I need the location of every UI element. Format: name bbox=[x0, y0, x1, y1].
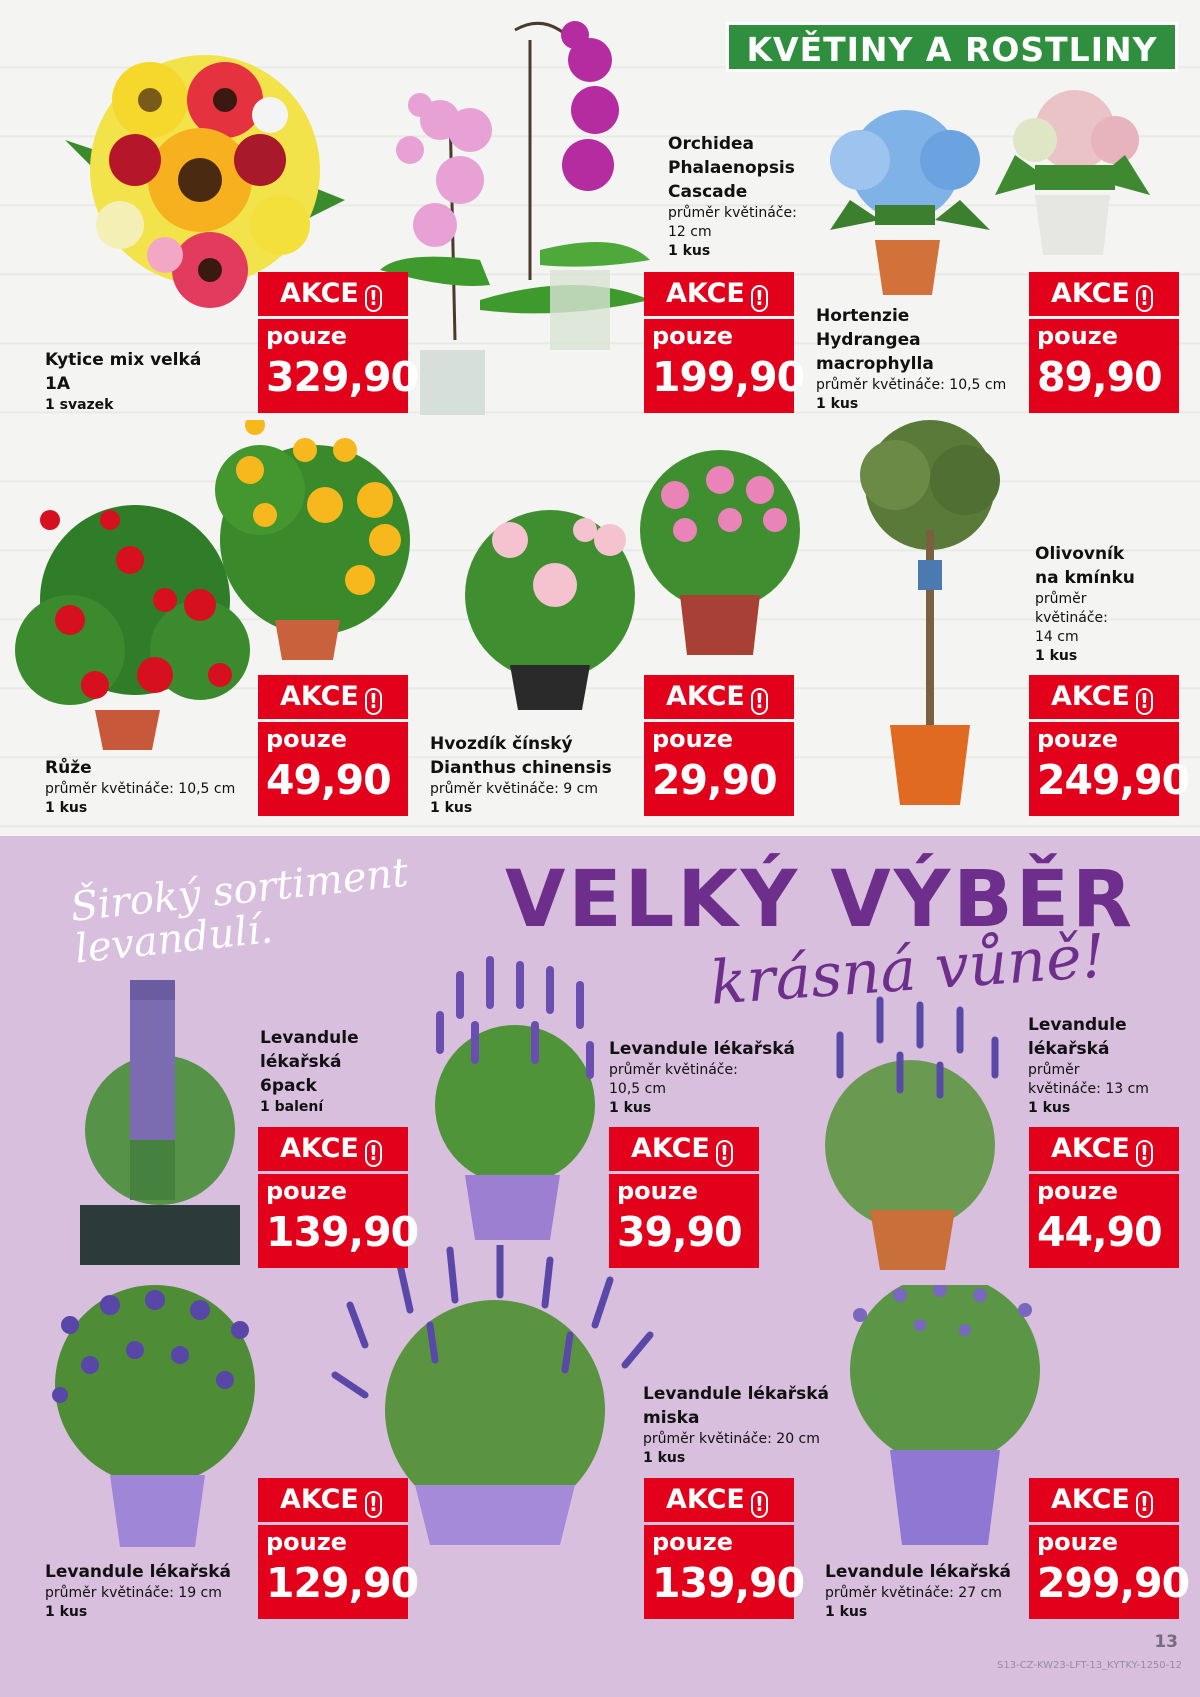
exclamation-badge-icon: ! bbox=[1136, 1140, 1153, 1167]
orchid-image bbox=[380, 10, 660, 420]
product-name: Phalaenopsis bbox=[668, 158, 795, 178]
product-name: Levandule lékařská bbox=[609, 1039, 795, 1059]
hydrangea-blue-image bbox=[820, 110, 995, 295]
product-name: Hortenzie bbox=[816, 306, 910, 326]
lavender-105-image bbox=[420, 955, 610, 1245]
pouze-label: pouze bbox=[617, 1177, 698, 1205]
price-value: 329,90 bbox=[266, 353, 419, 401]
product-name: Hydrangea bbox=[816, 330, 921, 350]
akce-label: AKCE ! bbox=[1029, 1478, 1179, 1522]
product-detail: 12 cm bbox=[668, 224, 712, 240]
product-detail: 10,5 cm bbox=[609, 1081, 666, 1097]
product-detail: 14 cm bbox=[1035, 629, 1079, 645]
price-value: 29,90 bbox=[652, 756, 777, 804]
pouze-label: pouze bbox=[652, 725, 733, 753]
product-info-lev27 bbox=[825, 1560, 1011, 1622]
akce-label: AKCE ! bbox=[644, 1478, 794, 1522]
product-name: 1A bbox=[45, 374, 70, 394]
product-info-olivovnik bbox=[1035, 542, 1135, 666]
dianthus-white-image bbox=[460, 500, 640, 710]
section-title-banner: KVĚTINY A ROSTLINY bbox=[726, 22, 1178, 72]
product-quantity: 1 kus bbox=[1035, 648, 1078, 664]
product-name: lékařská bbox=[1028, 1039, 1110, 1059]
price-tag-hvozdik bbox=[644, 675, 794, 816]
price-tag-lev6pack bbox=[258, 1127, 419, 1268]
product-detail: květináče: bbox=[1035, 610, 1108, 626]
product-detail: květináče: 13 cm bbox=[1028, 1081, 1149, 1097]
pouze-label: pouze bbox=[266, 725, 347, 753]
price-tag-hortenzie bbox=[1029, 272, 1179, 413]
pouze-label: pouze bbox=[266, 1177, 347, 1205]
product-detail: průměr květináče: 10,5 cm bbox=[816, 377, 1007, 393]
lavender-27-image bbox=[840, 1285, 1050, 1550]
price-value: 89,90 bbox=[1037, 353, 1162, 401]
pouze-label: pouze bbox=[266, 1528, 347, 1556]
akce-label: AKCE ! bbox=[609, 1127, 759, 1171]
price-tag-levmiska bbox=[644, 1478, 805, 1619]
product-detail: průměr květináče: bbox=[668, 205, 797, 221]
product-name: Růže bbox=[45, 758, 92, 778]
product-name: Levandule lékařská bbox=[643, 1384, 829, 1404]
dianthus-pink-image bbox=[630, 450, 810, 660]
product-detail: průměr květináče: bbox=[609, 1062, 738, 1078]
roses-yellow-image bbox=[200, 420, 430, 660]
exclamation-badge-icon: ! bbox=[1136, 285, 1153, 312]
price-value: 299,90 bbox=[1037, 1559, 1190, 1607]
product-name: na kmínku bbox=[1035, 568, 1135, 588]
product-detail: průměr květináče: 20 cm bbox=[643, 1431, 820, 1447]
product-info-lev19 bbox=[45, 1560, 231, 1622]
product-quantity: 1 kus bbox=[45, 1604, 88, 1620]
lavender-13-image bbox=[810, 995, 1010, 1275]
akce-label: AKCE ! bbox=[1029, 272, 1179, 316]
price-tag-kytice bbox=[258, 272, 419, 413]
product-quantity: 1 kus bbox=[816, 396, 859, 412]
exclamation-badge-icon: ! bbox=[716, 1140, 733, 1167]
product-info-levmiska bbox=[643, 1382, 829, 1468]
akce-label: AKCE ! bbox=[1029, 1127, 1179, 1171]
price-value: 49,90 bbox=[266, 756, 391, 804]
price-value: 249,90 bbox=[1037, 756, 1190, 804]
product-name: Orchidea bbox=[668, 134, 755, 154]
lavender-subtitle: krásná vůně! bbox=[708, 921, 1108, 1019]
product-name: Kytice mix velká bbox=[45, 350, 202, 370]
exclamation-badge-icon: ! bbox=[751, 688, 768, 715]
pouze-label: pouze bbox=[1037, 1177, 1118, 1205]
pouze-label: pouze bbox=[1037, 725, 1118, 753]
pouze-label: pouze bbox=[652, 1528, 733, 1556]
akce-label: AKCE ! bbox=[258, 1478, 408, 1522]
product-name: Dianthus chinensis bbox=[430, 758, 612, 778]
akce-label: AKCE ! bbox=[258, 1127, 408, 1171]
pouze-label: pouze bbox=[1037, 1528, 1118, 1556]
product-quantity: 1 balení bbox=[260, 1099, 324, 1115]
product-info-kytice bbox=[45, 348, 201, 415]
product-detail: průměr bbox=[1035, 591, 1087, 607]
akce-label: AKCE ! bbox=[644, 272, 794, 316]
product-name: lékařská bbox=[260, 1052, 342, 1072]
price-value: 44,90 bbox=[1037, 1208, 1162, 1256]
price-value: 139,90 bbox=[266, 1208, 419, 1256]
product-detail: průměr květináče: 19 cm bbox=[45, 1585, 222, 1601]
price-tag-lev105 bbox=[609, 1127, 759, 1268]
price-tag-lev19 bbox=[258, 1478, 419, 1619]
price-tag-orchidea bbox=[644, 272, 805, 413]
price-tag-olivovnik bbox=[1029, 675, 1190, 816]
hydrangea-pink-image bbox=[995, 85, 1150, 260]
exclamation-badge-icon: ! bbox=[365, 1491, 382, 1518]
product-name: Hvozdík čínský bbox=[430, 734, 573, 754]
product-name: Levandule lékařská bbox=[825, 1562, 1011, 1582]
pouze-label: pouze bbox=[652, 322, 733, 350]
document-code: S13-CZ-KW23-LFT-13_KYTKY-1250-12 bbox=[997, 1660, 1182, 1671]
product-info-ruze bbox=[45, 756, 235, 818]
product-info-lev105 bbox=[609, 1037, 795, 1118]
exclamation-badge-icon: ! bbox=[751, 285, 768, 312]
price-tag-lev27 bbox=[1029, 1478, 1190, 1619]
product-quantity: 1 kus bbox=[1028, 1100, 1071, 1116]
exclamation-badge-icon: ! bbox=[365, 285, 382, 312]
product-name: macrophylla bbox=[816, 354, 934, 374]
exclamation-badge-icon: ! bbox=[1136, 688, 1153, 715]
price-value: 39,90 bbox=[617, 1208, 742, 1256]
product-detail: průměr květináče: 9 cm bbox=[430, 781, 598, 797]
product-name: Levandule lékařská bbox=[45, 1562, 231, 1582]
lavender-main-title: VELKÝ VÝBĚR bbox=[505, 855, 1136, 945]
price-tag-ruze bbox=[258, 675, 408, 816]
product-detail: průměr květináče: 10,5 cm bbox=[45, 781, 236, 797]
exclamation-badge-icon: ! bbox=[751, 1491, 768, 1518]
product-detail: průměr květináče: 27 cm bbox=[825, 1585, 1002, 1601]
price-tag-lev13 bbox=[1029, 1127, 1179, 1268]
product-info-orchidea bbox=[668, 132, 797, 261]
page-number: 13 bbox=[1154, 1632, 1178, 1652]
product-quantity: 1 svazek bbox=[45, 397, 114, 413]
pouze-label: pouze bbox=[1037, 322, 1118, 350]
product-name: 6pack bbox=[260, 1076, 317, 1096]
exclamation-badge-icon: ! bbox=[365, 1140, 382, 1167]
akce-label: AKCE ! bbox=[258, 675, 408, 719]
product-name: miska bbox=[643, 1408, 700, 1428]
akce-label: AKCE ! bbox=[1029, 675, 1179, 719]
exclamation-badge-icon: ! bbox=[1136, 1491, 1153, 1518]
product-quantity: 1 kus bbox=[825, 1604, 868, 1620]
lavender-6pack-image bbox=[75, 980, 245, 1270]
product-name: Levandule bbox=[260, 1028, 359, 1048]
product-quantity: 1 kus bbox=[668, 243, 711, 259]
product-name: Cascade bbox=[668, 182, 748, 202]
lavender-19-image bbox=[40, 1285, 270, 1550]
product-quantity: 1 kus bbox=[643, 1450, 686, 1466]
price-value: 139,90 bbox=[652, 1559, 805, 1607]
product-quantity: 1 kus bbox=[45, 800, 88, 816]
price-value: 199,90 bbox=[652, 353, 805, 401]
product-info-lev6pack bbox=[260, 1026, 359, 1117]
price-value: 129,90 bbox=[266, 1559, 419, 1607]
product-info-lev13 bbox=[1028, 1013, 1149, 1118]
product-info-hortenzie bbox=[816, 304, 1006, 414]
akce-label: AKCE ! bbox=[258, 272, 408, 316]
product-detail: průměr bbox=[1028, 1062, 1080, 1078]
pouze-label: pouze bbox=[266, 322, 347, 350]
product-name: Olivovník bbox=[1035, 544, 1125, 564]
product-info-hvozdik bbox=[430, 732, 612, 818]
lavender-script-slogan: Široký sortiment levandulí. bbox=[68, 849, 411, 973]
product-quantity: 1 kus bbox=[430, 800, 473, 816]
product-name: Levandule bbox=[1028, 1015, 1127, 1035]
product-quantity: 1 kus bbox=[609, 1100, 652, 1116]
akce-label: AKCE ! bbox=[644, 675, 794, 719]
exclamation-badge-icon: ! bbox=[365, 688, 382, 715]
olive-tree-image bbox=[850, 420, 1010, 815]
